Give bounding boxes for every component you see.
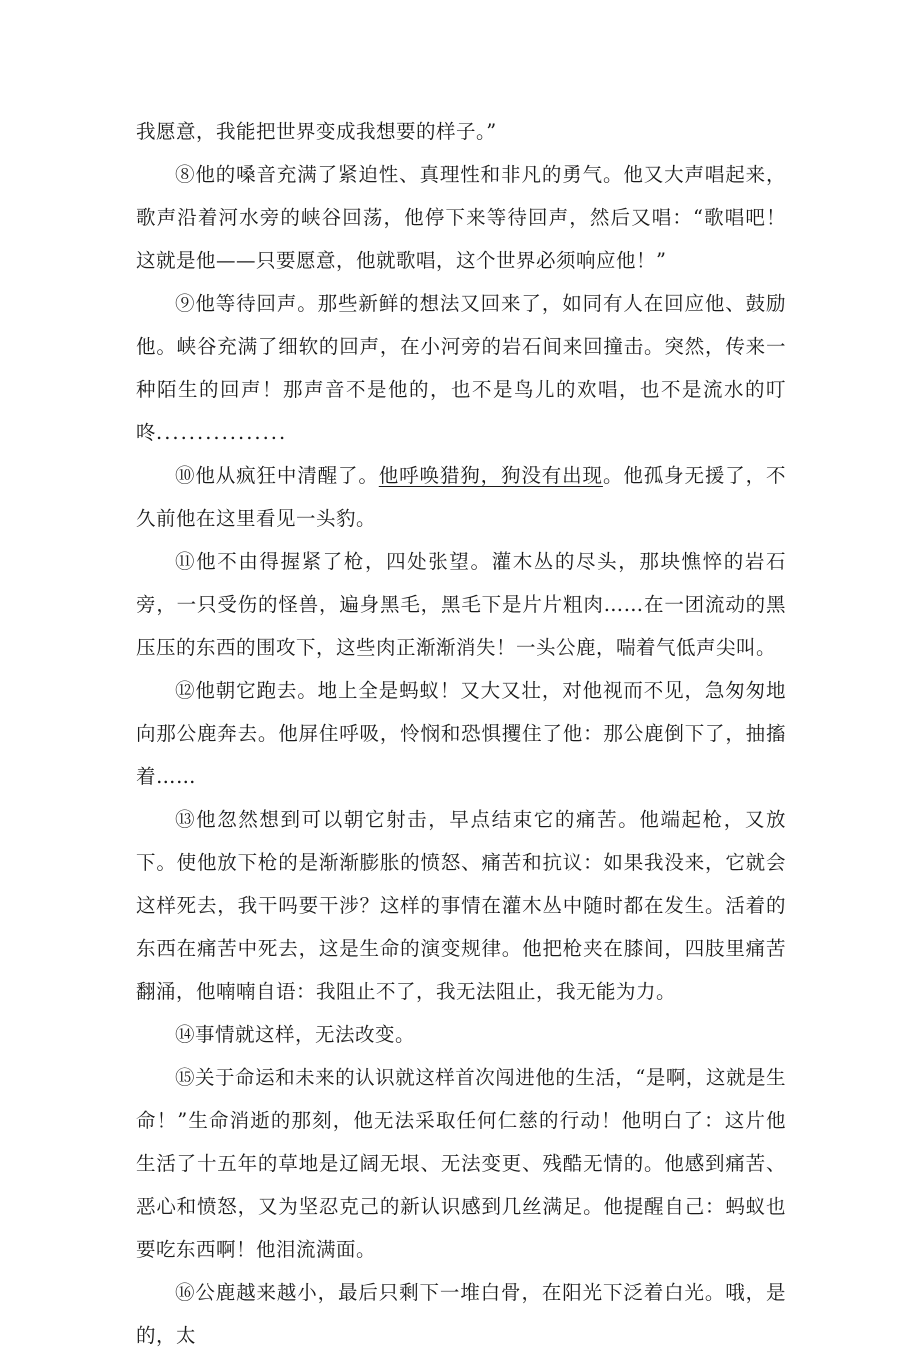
paragraph-9-text: ⑨他等待回声。那些新鲜的想法又回来了，如同有人在回应他、鼓励他。峡谷充满了细软的回声，在小河旁的岩石间来回撞击。突然，传来一种陌生的回声！那声音不是他的，也不是鸟儿的欢唱，也不是流水的叮咚 <box>136 292 786 444</box>
paragraph-13: ⑬他忽然想到可以朝它射击，早点结束它的痛苦。他端起枪，又放下。使他放下枪的是渐渐膨胀的愤怒、痛苦和抗议：如果我没来，它就会这样死去，我干吗要干涉？这样的事情在灌木丛中随时都在发生。活着的东西在痛苦中死去，这是生命的演变规律。他把枪夹在膝间，四肢里痛苦翻涌，他喃喃自语：我阻止不了，我无法阻止，我无能为力。 <box>136 808 786 1003</box>
paragraph-9 <box>136 282 786 454</box>
paragraph-8: ⑧他的嗓音充满了紧迫性、真理性和非凡的勇气。他又大声唱起来，歌声沿着河水旁的峡谷回荡，他停下来等待回声，然后又唱：“歌唱吧！这就是他——只要愿意，他就歌唱，这个世界必须响应他！” <box>136 163 786 272</box>
paragraph-10-lead: ⑩他从疯狂中清醒了。 <box>175 464 379 487</box>
paragraph-15: ⑮关于命运和未来的认识就这样首次闯进他的生活，“是啊，这就是生命！”生命消逝的那刻，他无法采取任何仁慈的行动！他明白了：这片他生活了十五年的草地是辽阔无垠、无法变更、残酷无情的。他感到痛苦、恶心和愤怒，又为坚忍克己的新认识感到几丝满足。他提醒自己：蚂蚁也要吃东西啊！他泪流满面。 <box>136 1066 786 1261</box>
paragraph-7-continuation: 我愿意，我能把世界变成我想要的样子。” <box>136 120 497 143</box>
underlined-sentence: 他呼唤猎狗，狗没有出现 <box>378 464 603 487</box>
ellipsis-dots: ................ <box>156 421 288 444</box>
paragraph-10-rest: 。他孤身无援了，不久前他在这里看见一头豹。 <box>136 464 786 530</box>
paragraph-14: ⑭事情就这样，无法改变。 <box>175 1023 416 1046</box>
paragraph-10 <box>136 454 786 540</box>
paragraph-11: ⑪他不由得握紧了枪，四处张望。灌木丛的尽头，那块憔悴的岩石旁，一只受伤的怪兽，遍身黑毛，黑毛下是片片粗肉……在一团流动的黑压压的东西的围攻下，这些肉正渐渐消失！一头公鹿，喘着气低声尖叫。 <box>136 550 786 659</box>
paragraph-16: ⑯公鹿越来越小，最后只剩下一堆白骨，在阳光下泛着白光。哦，是的，太 <box>136 1281 786 1347</box>
document-page <box>136 110 786 1357</box>
paragraph-12: ⑫他朝它跑去。地上全是蚂蚁！又大又壮，对他视而不见，急匆匆地向那公鹿奔去。他屏住呼吸，怜悯和恐惧攫住了他：那公鹿倒下了，抽搐着…… <box>136 679 786 788</box>
